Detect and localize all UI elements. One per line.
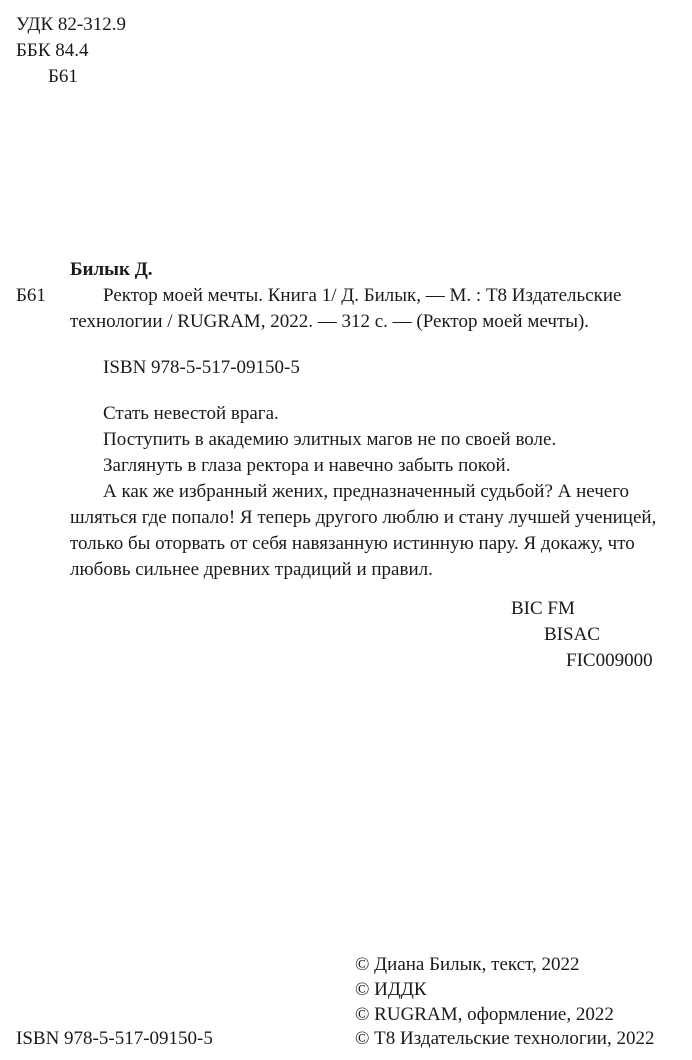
- copyright-line: © RUGRAM, оформление, 2022: [355, 1004, 614, 1025]
- footer-isbn: ISBN 978-5-517-09150-5: [16, 1028, 213, 1049]
- annotation-line: А как же избранный жених, предназначенный судьбой? А нечего: [103, 481, 630, 502]
- copyright-line: © Диана Билык, текст, 2022: [355, 954, 580, 975]
- isbn-line: ISBN 978-5-517-09150-5: [103, 357, 300, 378]
- copyright-line: © Т8 Издательские технологии, 2022: [355, 1028, 655, 1049]
- bisac-label: BISAC: [544, 624, 600, 645]
- author-heading: Билык Д.: [70, 259, 153, 280]
- annotation-line: Стать невестой врага.: [103, 403, 279, 424]
- bbk-code: ББК 84.4: [16, 40, 89, 61]
- annotation-line: любовь сильнее древних традиций и правил.: [70, 559, 433, 580]
- annotation-line: Заглянуть в глаза ректора и навечно забыть покой.: [103, 455, 511, 476]
- bibliographic-line-2: технологии / RUGRAM, 2022. — 312 с. — (Ректор моей мечты).: [70, 311, 590, 332]
- annotation-line: только бы оторвать от себя навязанную истинную пару. Я докажу, что: [70, 533, 635, 554]
- copyright-line: © ИДДК: [355, 979, 427, 1000]
- bibliographic-line-1: Ректор моей мечты. Книга 1/ Д. Билык, — М. : Т8 Издательские: [103, 285, 622, 306]
- udk-code: УДК 82-312.9: [16, 14, 126, 35]
- author-mark: Б61: [48, 66, 78, 87]
- annotation-line: шляться где попало! Я теперь другого люблю и стану лучшей ученицей,: [70, 507, 657, 528]
- bisac-code: FIC009000: [566, 650, 653, 671]
- bic-code: BIC FM: [511, 598, 575, 619]
- entry-code: Б61: [16, 285, 46, 306]
- annotation-line: Поступить в академию элитных магов не по своей воле.: [103, 429, 557, 450]
- annotation: [70, 401, 670, 583]
